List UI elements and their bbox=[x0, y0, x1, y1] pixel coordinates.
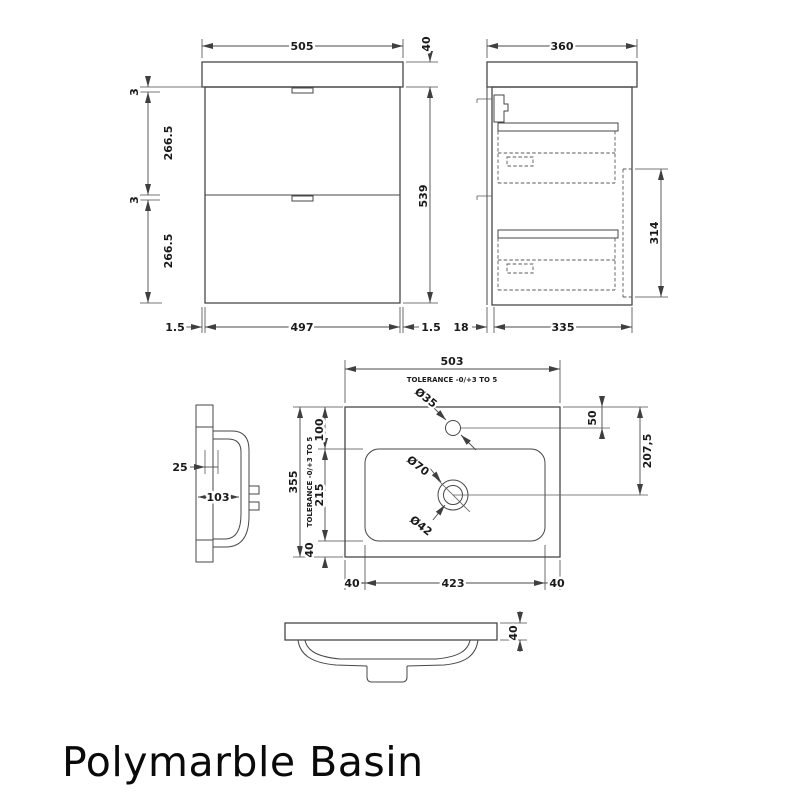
dim-overhang-right: 1.5 bbox=[421, 321, 441, 334]
dim-basin-width: 503 bbox=[440, 355, 464, 368]
dim-bowl-width: 423 bbox=[441, 577, 465, 590]
dim-waste-offset: 207,5 bbox=[641, 433, 654, 469]
basin-front-view bbox=[285, 611, 527, 682]
dim-bowl-inner-depth: 103 bbox=[206, 491, 230, 504]
page-title: Polymarble Basin bbox=[62, 738, 424, 786]
dim-body-width: 497 bbox=[290, 321, 314, 334]
dim-counter-width: 505 bbox=[290, 40, 314, 53]
dim-drawer-top-height: 266.5 bbox=[162, 125, 175, 161]
drawer-handle-notch-top bbox=[292, 88, 313, 93]
dim-tap-offset: 50 bbox=[586, 410, 599, 426]
dim-basin-depth: 355 bbox=[287, 470, 300, 494]
section-waste-boss-top bbox=[249, 486, 259, 494]
section-flange-hatch-top bbox=[196, 405, 213, 427]
dim-waste-inner-dia: Ø42 bbox=[407, 513, 435, 539]
basin-section-view bbox=[172, 405, 259, 562]
dim-drawer-bottom-height: 266.5 bbox=[162, 233, 175, 269]
waste-spigot bbox=[367, 666, 407, 682]
fixing-clip-bottom bbox=[477, 196, 492, 200]
section-flange-hatch-bottom bbox=[196, 540, 213, 562]
dim-rim-return: 25 bbox=[172, 461, 188, 474]
fixing-clip-top bbox=[477, 99, 492, 103]
cabinet-side-view bbox=[453, 39, 668, 334]
section-waste-boss-bottom bbox=[249, 502, 259, 510]
cabinet-front-view bbox=[128, 36, 441, 334]
drawer2-rail bbox=[498, 230, 618, 238]
dim-gap-mid: 3 bbox=[128, 196, 141, 204]
dim-top-depth: 360 bbox=[550, 40, 574, 53]
dim-drawer-front-height: 314 bbox=[648, 221, 661, 245]
dim-tap-hole-dia: Ø35 bbox=[412, 385, 440, 411]
dim-rim-top: 100 bbox=[313, 418, 326, 442]
bowl-inner-curve bbox=[305, 640, 470, 659]
section-flange bbox=[196, 405, 213, 562]
counter-top-side bbox=[487, 62, 637, 87]
dim-bowl-depth: 215 bbox=[313, 483, 326, 507]
dim-rim-bottom: 40 bbox=[303, 542, 316, 558]
drawer2-handle-hidden bbox=[507, 264, 533, 273]
basin-depth-tolerance: TOLERANCE -0/+3 TO 5 bbox=[306, 436, 314, 528]
drawer1-handle-hidden bbox=[507, 157, 533, 166]
cabinet-carcass-side bbox=[492, 87, 632, 305]
bowl-underside-right bbox=[407, 640, 478, 666]
basin-rim-outline bbox=[345, 407, 560, 557]
basin-rim-front bbox=[285, 623, 497, 640]
wall-hanging-bracket bbox=[494, 95, 508, 122]
dim-back-gap: 18 bbox=[453, 321, 469, 334]
dim-body-depth: 335 bbox=[551, 321, 575, 334]
dim-margin-right: 40 bbox=[549, 577, 565, 590]
counter-top-front bbox=[202, 62, 403, 87]
dim-body-height: 539 bbox=[417, 184, 430, 208]
dim-overhang-left: 1.5 bbox=[165, 321, 185, 334]
dim-margin-left: 40 bbox=[344, 577, 360, 590]
dim-counter-height: 40 bbox=[420, 36, 433, 52]
dim-waste-outer-dia: Ø70 bbox=[404, 453, 432, 479]
tap-hole bbox=[446, 421, 461, 436]
drawer1-rail bbox=[498, 123, 618, 131]
basin-plan-view bbox=[287, 355, 654, 590]
dim-rim-height: 40 bbox=[507, 625, 520, 641]
basin-width-tolerance: TOLERANCE -0/+3 TO 5 bbox=[406, 376, 498, 384]
bowl-underside-left bbox=[298, 640, 367, 666]
section-bowl-wall bbox=[213, 431, 249, 547]
dim-gap-top: 3 bbox=[128, 88, 141, 96]
drawer-handle-notch-bottom bbox=[292, 196, 313, 201]
